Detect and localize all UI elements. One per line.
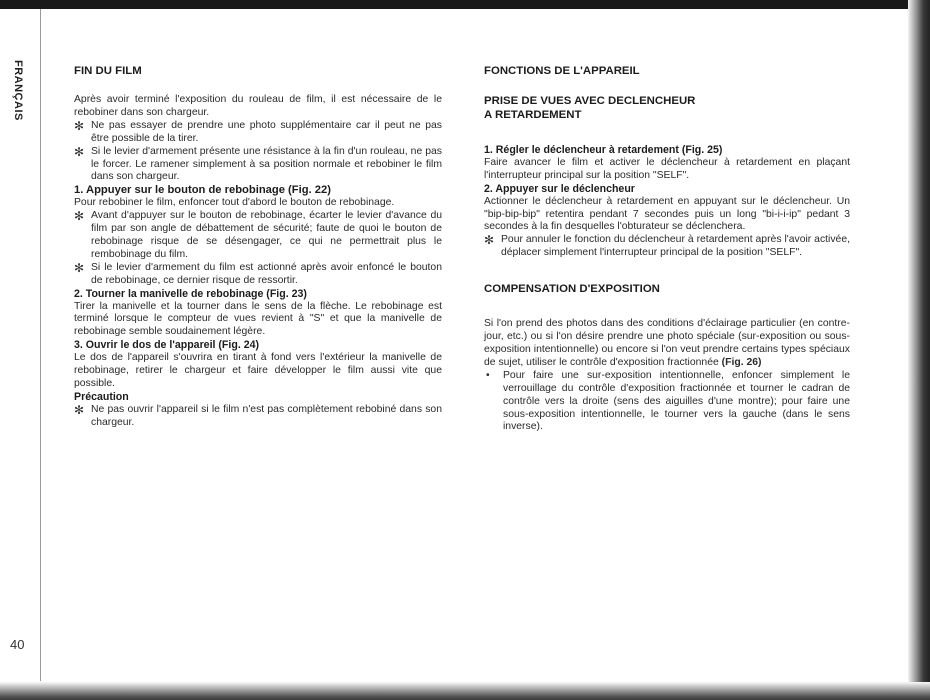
step-heading: 1. Régler le déclencheur à retardement (Fig. 25) <box>484 144 723 156</box>
language-tab: FRANÇAIS <box>12 60 24 121</box>
caution-heading: Précaution <box>74 390 129 403</box>
step-text: Tirer la manivelle et la tourner dans le sens de la flèche. Le rebobinage est terminé lorsque le compteur de vues revient à "S" et que la manivelle de rebobinage semble soudainement légère. <box>74 300 442 338</box>
step-text: Le dos de l'appareil s'ouvrira en tirant à fond vers l'extérieur la manivelle de rebobinage, retirer le chargeur et faire développer le film aussi vite que possible. <box>74 352 442 389</box>
asterisk-icon: ✻ <box>484 233 495 248</box>
note-item: ✻ Ne pas ouvrir l'appareil si le film n'est pas complètement rebobiné dans son chargeur. <box>74 402 442 428</box>
figure-ref: (Fig. 26) <box>721 356 762 368</box>
note-item: ✻ Ne pas essayer de prendre une photo supplémentaire car il peut ne pas être possible de la tirer. <box>74 118 442 144</box>
step-heading: 2. Tourner la manivelle de rebobinage (Fig. 23) <box>74 287 307 300</box>
note-item: ✻ Si le levier d'armement présente une résistance à la fin d'un rouleau, ne pas le forcer. Le ramener simplement à sa position normale et rebobiner le film dans son chargeur. <box>74 144 442 183</box>
asterisk-icon: ✻ <box>74 118 85 133</box>
section-title-camera-functions: FONCTIONS DE L'APPAREIL <box>484 65 640 77</box>
step-text: Actionner le déclencheur à retardement en appuyant sur le déclencheur. Un "bip-bip-bip" retentira pendant 7 secondes puis un long "bi-i-i-ip" pedant 3 secondes à la fin desquelles l'obturateur se déclenchera. <box>484 195 850 233</box>
top-edge <box>0 0 930 9</box>
step-heading: 3. Ouvrir le dos de l'appareil (Fig. 24) <box>74 339 260 352</box>
intro-paragraph: Après avoir terminé l'exposition du rouleau de film, il est nécessaire de le rebobiner dans son chargeur. <box>74 94 442 118</box>
page-edge-shadow-right <box>908 0 930 700</box>
asterisk-icon: ✻ <box>74 144 85 159</box>
step-heading: 2. Appuyer sur le déclencheur <box>484 182 635 195</box>
step-heading: 1. Appuyer sur le bouton de rebobinage (Fig. 22) <box>74 184 331 197</box>
left-column <box>74 64 442 430</box>
page-number: 40 <box>10 637 25 652</box>
bullet-icon: • <box>486 369 490 381</box>
asterisk-icon: ✻ <box>74 209 85 224</box>
margin-rule <box>40 9 41 681</box>
page-edge-shadow-bottom <box>0 682 930 700</box>
step-text: Faire avancer le film et activer le déclencheur à retardement en plaçant l'interrupteur principal sur la position "SELF". <box>484 156 850 181</box>
note-item: ✻ Avant d'appuyer sur le bouton de rebobinage, écarter le levier d'avance du film par son angle de débattement de sécurité; faute de quoi le bouton de rebobinage risque de se désengager, ce qui ne permettrait plus le rembobinage du film. <box>74 209 442 260</box>
compensation-paragraph: Si l'on prend des photos dans des conditions d'éclairage particulier (en contre-jour, etc.) ou si l'on désire prendre une photo spéciale (sur-exposition ou sous-exposition intentionnelle) ou encore si l'on veut prendre certains types spéciaux de sujet, utiliser le contrôle d'exposition fractionnée (Fig. 26) <box>484 318 850 368</box>
note-item: ✻ Si le levier d'armement du film est actionné après avoir enfoncé le bouton de rebobinage, ce dernier risque de ressortir. <box>74 260 442 286</box>
asterisk-icon: ✻ <box>74 260 85 275</box>
heading-self-timer-line2: A RETARDEMENT <box>484 109 582 121</box>
asterisk-icon: ✻ <box>74 402 85 417</box>
step-text: Pour rebobiner le film, enfoncer tout d'abord le bouton de rebobinage. <box>74 197 395 209</box>
bullet-item: • Pour faire une sur-exposition intentionnelle, enfoncer simplement le verrouillage du contrôle d'exposition fractionnée et tourner le cadran de contrôle vers la droite (sens des aiguilles d'une montre); pour faire une sous-exposition intentionnelle, le tourner vers la gauche (dans le sens inverse). <box>486 369 850 433</box>
section-title-end-of-film: FIN DU FILM <box>74 65 142 77</box>
right-column <box>484 64 850 434</box>
heading-exposure-compensation: COMPENSATION D'EXPOSITION <box>484 283 660 296</box>
heading-self-timer: PRISE DE VUES AVEC DECLENCHEUR <box>484 95 696 107</box>
note-item: ✻ Pour annuler le fonction du déclencheur à retardement après l'avoir activée, déplacer simplement l'interrupteur principal de la position "SELF". <box>484 233 850 259</box>
